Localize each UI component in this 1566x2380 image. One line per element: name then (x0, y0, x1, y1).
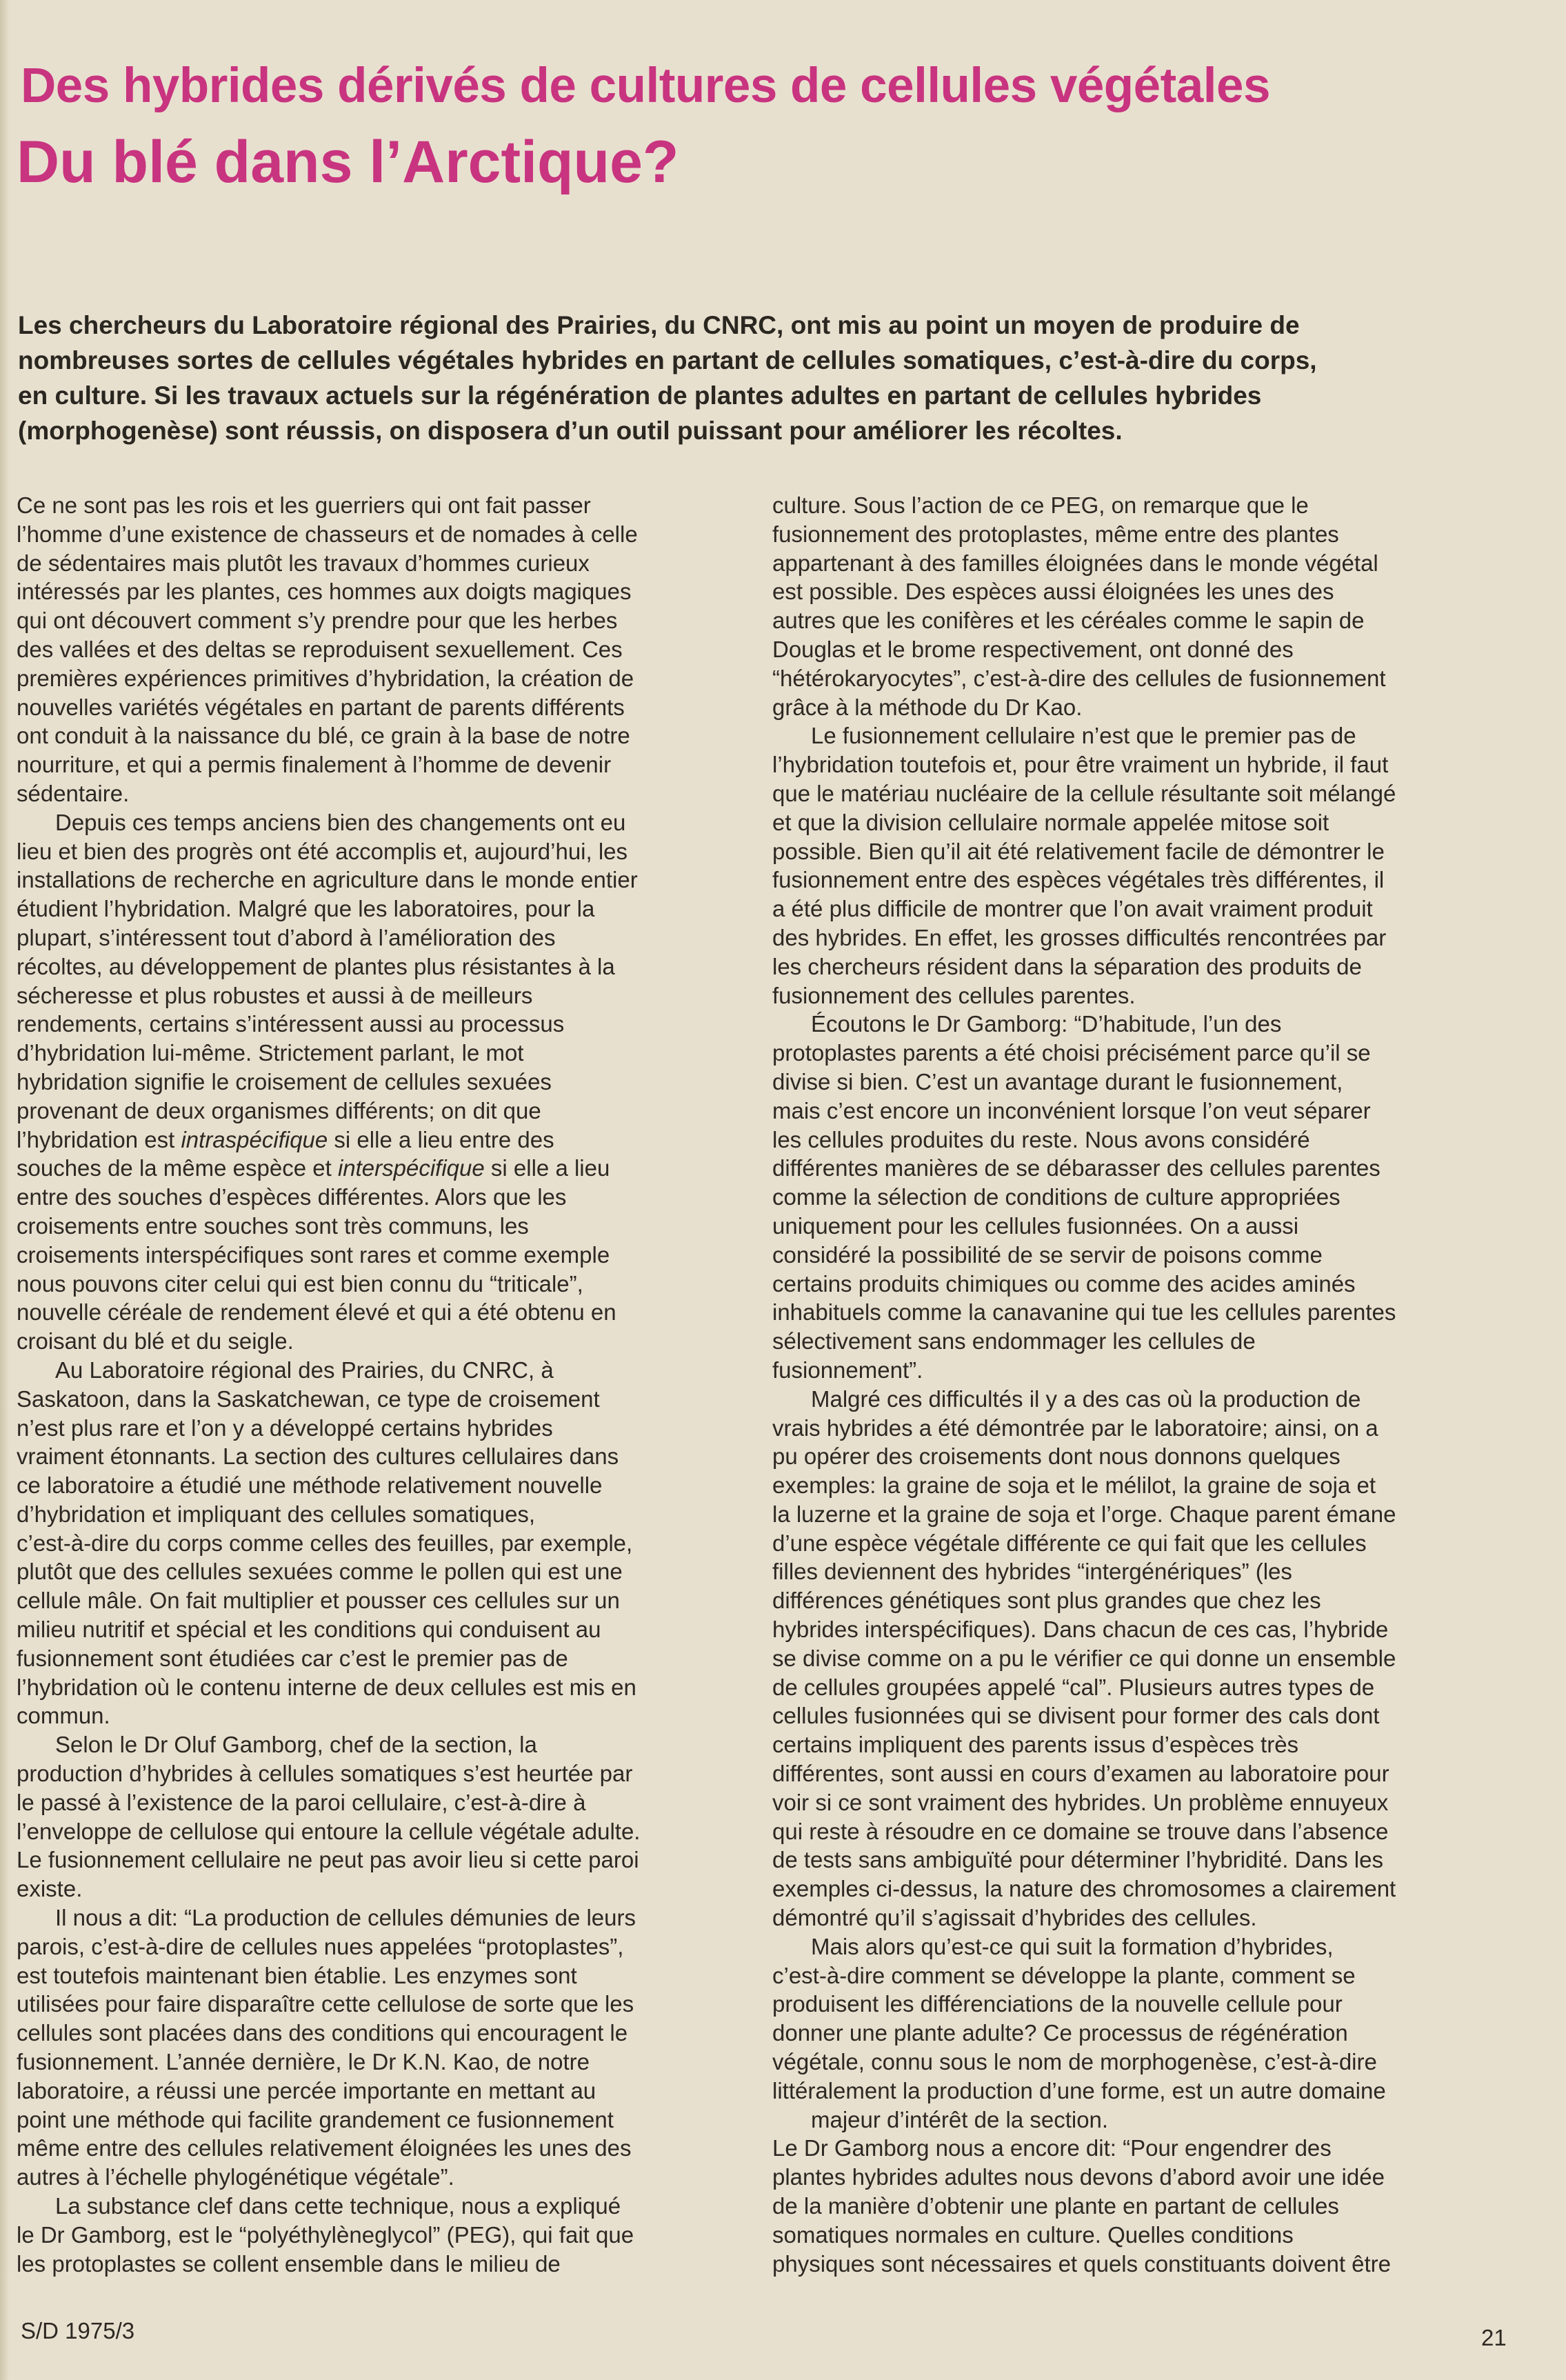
text-line: se divise comme on a pu le vérifier ce qui donne un ensemble (772, 1645, 1396, 1671)
page-number: 21 (1481, 2325, 1507, 2350)
text-line: Le fusionnement cellulaire n’est que le premier pas de (811, 723, 1356, 749)
text-line: est toutefois maintenant bien établie. Les enzymes sont (17, 1962, 577, 1988)
text-line: somatiques normales en culture. Quelles conditions (772, 2221, 1294, 2248)
text-line: point une méthode qui facilite grandement ce fusionnement (17, 2106, 614, 2132)
issue-label: S/D 1975/3 (21, 2318, 135, 2343)
text-line: hybrides interspécifiques). Dans chacun de ces cas, l’hybride (772, 1617, 1389, 1643)
text-line: exemples: la graine de soja et le mélilot, la graine de soja et (772, 1472, 1376, 1499)
text-line: lieu et bien des progrès ont été accomplis et, aujourd’hui, les (17, 838, 628, 864)
text-line: autres que les conifères et les céréales comme le sapin de (772, 608, 1365, 634)
text-line: Depuis ces temps anciens bien des changements ont eu (55, 809, 626, 835)
text-line: produisent les différenciations de la nouvelle cellule pour (772, 1991, 1343, 2017)
text-line: de tests sans ambiguïté pour déterminer l’hybridité. Dans les (772, 1847, 1383, 1873)
text-line: cellule mâle. On fait multiplier et pousser ces cellules sur un (17, 1588, 620, 1614)
text-line: sélectivement sans endommager les cellules de (772, 1328, 1256, 1354)
text-line: ont conduit à la naissance du blé, ce grain à la base de notre (17, 723, 630, 749)
text-line: nous pouvons citer celui qui est bien connu du “triticale”, (17, 1270, 583, 1297)
text-line: fusionnement des cellules parentes. (772, 982, 1136, 1008)
text-line: étudient l’hybridation. Malgré que les laboratoires, pour la (17, 896, 595, 922)
text-line: physiques sont nécessaires et quels constituants doivent être (772, 2250, 1392, 2277)
text-line: fusionnement entre des espèces végétales très différentes, il (772, 867, 1385, 893)
text-line: donner une plante adulte? Ce processus de régénération (772, 2020, 1348, 2046)
text-line: c’est-à-dire comment se développe la plante, comment se (772, 1962, 1356, 1988)
text-line: différentes manières de se débarasser des cellules parentes (772, 1155, 1381, 1181)
text-line: autres à l’échelle phylogénétique végétale”. (17, 2164, 454, 2190)
text-line: entre des souches d’espèces différentes. Alors que les (17, 1184, 567, 1210)
text-line: “hétérokaryocytes”, c’est-à-dire des cellules de fusionnement (772, 665, 1386, 691)
text-line: milieu nutritif et spécial et les conditions qui conduisent au (17, 1617, 601, 1643)
text-line: inhabituels comme la canavanine qui tue les cellules parentes (772, 1299, 1396, 1326)
text-line: voir si ce sont vraiment des hybrides. Un problème ennuyeux (772, 1789, 1389, 1815)
text-line: intéressés par les plantes, ces hommes aux doigts magiques (17, 579, 632, 605)
text-line: divise si bien. C’est un avantage durant le fusionnement, (772, 1068, 1343, 1094)
text-line: d’une espèce végétale différente ce qui fait que les cellules (772, 1530, 1367, 1556)
text-line: certains produits chimiques ou comme des acides aminés (772, 1270, 1356, 1297)
text-line: La substance clef dans cette technique, nous a expliqué (55, 2193, 621, 2219)
text-line: vrais hybrides a été démontrée par le laboratoire; ainsi, on a (772, 1414, 1378, 1441)
text-line: Malgré ces difficultés il y a des cas où la production de (811, 1386, 1361, 1412)
article-kicker: Des hybrides dérivés de cultures de cellules végétales (21, 59, 1270, 113)
text-line: a été plus difficile de montrer que l’on avait vraiment produit (772, 896, 1373, 922)
text-line: Au Laboratoire régional des Prairies, du CNRC, à (55, 1357, 554, 1383)
text-line: croisements entre souches sont très communs, les (17, 1212, 529, 1239)
text-line: rendements, certains s’intéressent aussi au processus (17, 1011, 565, 1037)
text-line: le passé à l’existence de la paroi cellulaire, c’est-à-dire à (17, 1789, 586, 1815)
text-line: installations de recherche en agriculture dans le monde entier (17, 867, 638, 893)
text-line: n’est plus rare et l’on y a développé certains hybrides (17, 1414, 553, 1441)
text-line: laboratoire, a réussi une percée importante en mettant au (17, 2077, 596, 2103)
text-line: majeur d’intérêt de la section. (811, 2106, 1109, 2132)
text-line: fusionnement. L’année dernière, le Dr K.N. Kao, de notre (17, 2049, 590, 2075)
text-line: Il nous a dit: “La production de cellules démunies de leurs (55, 1905, 636, 1931)
text-line: fusionnement des protoplastes, même entre des plantes (772, 521, 1339, 547)
lead-line: en culture. Si les travaux actuels sur la régénération de plantes adultes en partant de cellules hybrides (18, 381, 1262, 410)
text-line: différentes, sont aussi en cours d’examen au laboratoire pour (772, 1761, 1389, 1787)
text-line: grâce à la méthode du Dr Kao. (772, 694, 1083, 720)
text-line: utilisées pour faire disparaître cette cellulose de sorte que les (17, 1991, 634, 2017)
text-line: qui reste à résoudre en ce domaine se trouve dans l’absence (772, 1818, 1389, 1844)
text-line: même entre des cellules relativement éloignées les unes des (17, 2135, 632, 2161)
text-line: l’enveloppe de cellulose qui entoure la cellule végétale adulte. (17, 1818, 641, 1844)
article-title: Du blé dans l’Arctique? (17, 129, 679, 195)
text-line: parois, c’est-à-dire de cellules nues appelées “protoplastes”, (17, 1933, 624, 1959)
text-line: Le fusionnement cellulaire ne peut pas avoir lieu si cette paroi (17, 1847, 639, 1873)
text-line: récoltes, au développement de plantes plus résistantes à la (17, 953, 615, 979)
text-line: les cellules produites du reste. Nous avons considéré (772, 1126, 1310, 1152)
text-line: différences génétiques sont plus grandes que chez les (772, 1588, 1321, 1614)
text-line: plupart, s’intéressent tout d’abord à l’amélioration des (17, 924, 556, 950)
text-line: de cellules groupées appelé “cal”. Plusieurs autres types de (772, 1674, 1375, 1700)
text-line: la luzerne et la graine de soja et l’orge. Chaque parent émane (772, 1501, 1396, 1527)
text-line: l’homme d’une existence de chasseurs et de nomades à celle (17, 521, 638, 547)
text-line: cellules fusionnées qui se divisent pour former des cals dont (772, 1703, 1380, 1729)
text-line: ce laboratoire a étudié une méthode relativement nouvelle (17, 1472, 603, 1499)
text-line: considéré la possibilité de se servir de poisons comme (772, 1241, 1323, 1268)
text-line: Le Dr Gamborg nous a encore dit: “Pour engendrer des (772, 2135, 1332, 2161)
text-line: nouvelles variétés végétales en partant de parents différents (17, 694, 625, 720)
text-line: l’hybridation est intraspécifique si elle a lieu entre des (17, 1126, 554, 1152)
text-line: littéralement la production d’une forme, est un autre domaine (772, 2077, 1386, 2103)
text-line: l’hybridation toutefois et, pour être vraiment un hybride, il faut (772, 752, 1389, 778)
text-line: de sédentaires mais plutôt les travaux d’hommes curieux (17, 550, 590, 576)
lead-line: Les chercheurs du Laboratoire régional des Prairies, du CNRC, ont mis au point un moyen de produire de (18, 311, 1300, 339)
text-line: sédentaire. (17, 780, 130, 806)
text-line: commun. (17, 1703, 110, 1729)
text-line: possible. Bien qu’il ait été relativement facile de démontrer le (772, 838, 1385, 864)
text-line: qui ont découvert comment s’y prendre pour que les herbes (17, 608, 618, 634)
body-column-left (17, 491, 720, 2278)
text-line: les chercheurs résident dans la séparation des produits de (772, 953, 1362, 979)
text-line: souches de la même espèce et interspécifique si elle a lieu (17, 1155, 610, 1181)
text-line: plantes hybrides adultes nous devons d’abord avoir une idée (772, 2164, 1385, 2190)
text-line: sécheresse et plus robustes et aussi à de meilleurs (17, 982, 533, 1008)
text-line: vraiment étonnants. La section des cultures cellulaires dans (17, 1443, 619, 1470)
text-line: hybridation signifie le croisement de cellules sexuées (17, 1068, 552, 1094)
text-line: Ce ne sont pas les rois et les guerriers qui ont fait passer (17, 492, 591, 518)
text-line: croisant du blé et du seigle. (17, 1328, 294, 1354)
text-line: végétale, connu sous le nom de morphogenèse, c’est-à-dire (772, 2049, 1377, 2075)
text-line: premières expériences primitives d’hybridation, la création de (17, 665, 634, 691)
text-line: uniquement pour les cellules fusionnées. On a aussi (772, 1212, 1299, 1239)
text-line: nouvelle céréale de rendement élevé et qui a été obtenu en (17, 1299, 616, 1326)
text-line: est possible. Des espèces aussi éloignées les unes des (772, 579, 1334, 605)
text-line: croisements interspécifiques sont rares et comme exemple (17, 1241, 610, 1268)
text-line: des vallées et des deltas se reproduisent sexuellement. Ces (17, 636, 623, 662)
text-line: le Dr Gamborg, est le “polyéthylèneglycol” (PEG), qui fait que (17, 2221, 634, 2248)
text-line: Mais alors qu’est-ce qui suit la formation d’hybrides, (811, 1933, 1334, 1959)
text-line: Selon le Dr Oluf Gamborg, chef de la section, la (55, 1732, 537, 1758)
text-line: cellules sont placées dans des conditions qui encouragent le (17, 2020, 628, 2046)
text-line: exemples ci-dessus, la nature des chromosomes a clairement (772, 1876, 1396, 1902)
text-line: protoplastes parents a été choisi précisément parce qu’il se (772, 1040, 1371, 1066)
text-line: plutôt que des cellules sexuées comme le pollen qui est une (17, 1559, 623, 1585)
text-line: l’hybridation où le contenu interne de deux cellules est mis en (17, 1674, 636, 1700)
text-line: d’hybridation et impliquant des cellules somatiques, (17, 1501, 536, 1527)
text-line: pu opérer des croisements dont nous donnons quelques (772, 1443, 1341, 1470)
text-line: d’hybridation lui-même. Strictement parlant, le mot (17, 1040, 524, 1066)
text-line: Douglas et le brome respectivement, ont donné des (772, 636, 1294, 662)
text-line: Saskatoon, dans la Saskatchewan, ce type de croisement (17, 1386, 600, 1412)
lead-line: nombreuses sortes de cellules végétales hybrides en partant de cellules somatiques, c’est-à-dire du corps, (18, 346, 1317, 374)
text-line: que le matériau nucléaire de la cellule résultante soit mélangé (772, 780, 1396, 806)
text-line: mais c’est encore un inconvénient lorsque l’on veut séparer (772, 1097, 1371, 1123)
article-lead (18, 308, 1514, 448)
text-line: les protoplastes se collent ensemble dans le milieu de (17, 2250, 561, 2277)
text-line: provenant de deux organismes différents; on dit que (17, 1097, 541, 1123)
text-line: des hybrides. En effet, les grosses difficultés rencontrées par (772, 924, 1387, 950)
text-line: c’est-à-dire du corps comme celles des feuilles, par exemple, (17, 1530, 633, 1556)
text-line: comme la sélection de conditions de culture appropriées (772, 1184, 1341, 1210)
text-line: Écoutons le Dr Gamborg: “D’habitude, l’un des (811, 1011, 1282, 1037)
text-line: certains impliquent des parents issus d’espèces très (772, 1732, 1299, 1758)
text-line: fusionnement”. (772, 1357, 923, 1383)
text-line: existe. (17, 1876, 83, 1902)
text-line: démontré qu’il s’agissait d’hybrides des cellules. (772, 1905, 1257, 1931)
text-line: culture. Sous l’action de ce PEG, on remarque que le (772, 492, 1309, 518)
text-line: de la manière d’obtenir une plante en partant de cellules (772, 2193, 1339, 2219)
text-line: filles deviennent des hybrides “intergénériques” (les (772, 1559, 1292, 1585)
text-line: nourriture, et qui a permis finalement à l’homme de devenir (17, 752, 612, 778)
text-line: production d’hybrides à cellules somatiques s’est heurtée par (17, 1761, 633, 1787)
page-edge-shadow (0, 0, 10, 2380)
text-line: appartenant à des familles éloignées dans le monde végétal (772, 550, 1378, 576)
body-column-right (772, 491, 1510, 2278)
text-line: et que la division cellulaire normale appelée mitose soit (772, 809, 1329, 835)
lead-line: (morphogenèse) sont réussis, on disposera d’un outil puissant pour améliorer les récoltes. (18, 417, 1123, 445)
text-line: fusionnement sont étudiées car c’est le premier pas de (17, 1645, 568, 1671)
